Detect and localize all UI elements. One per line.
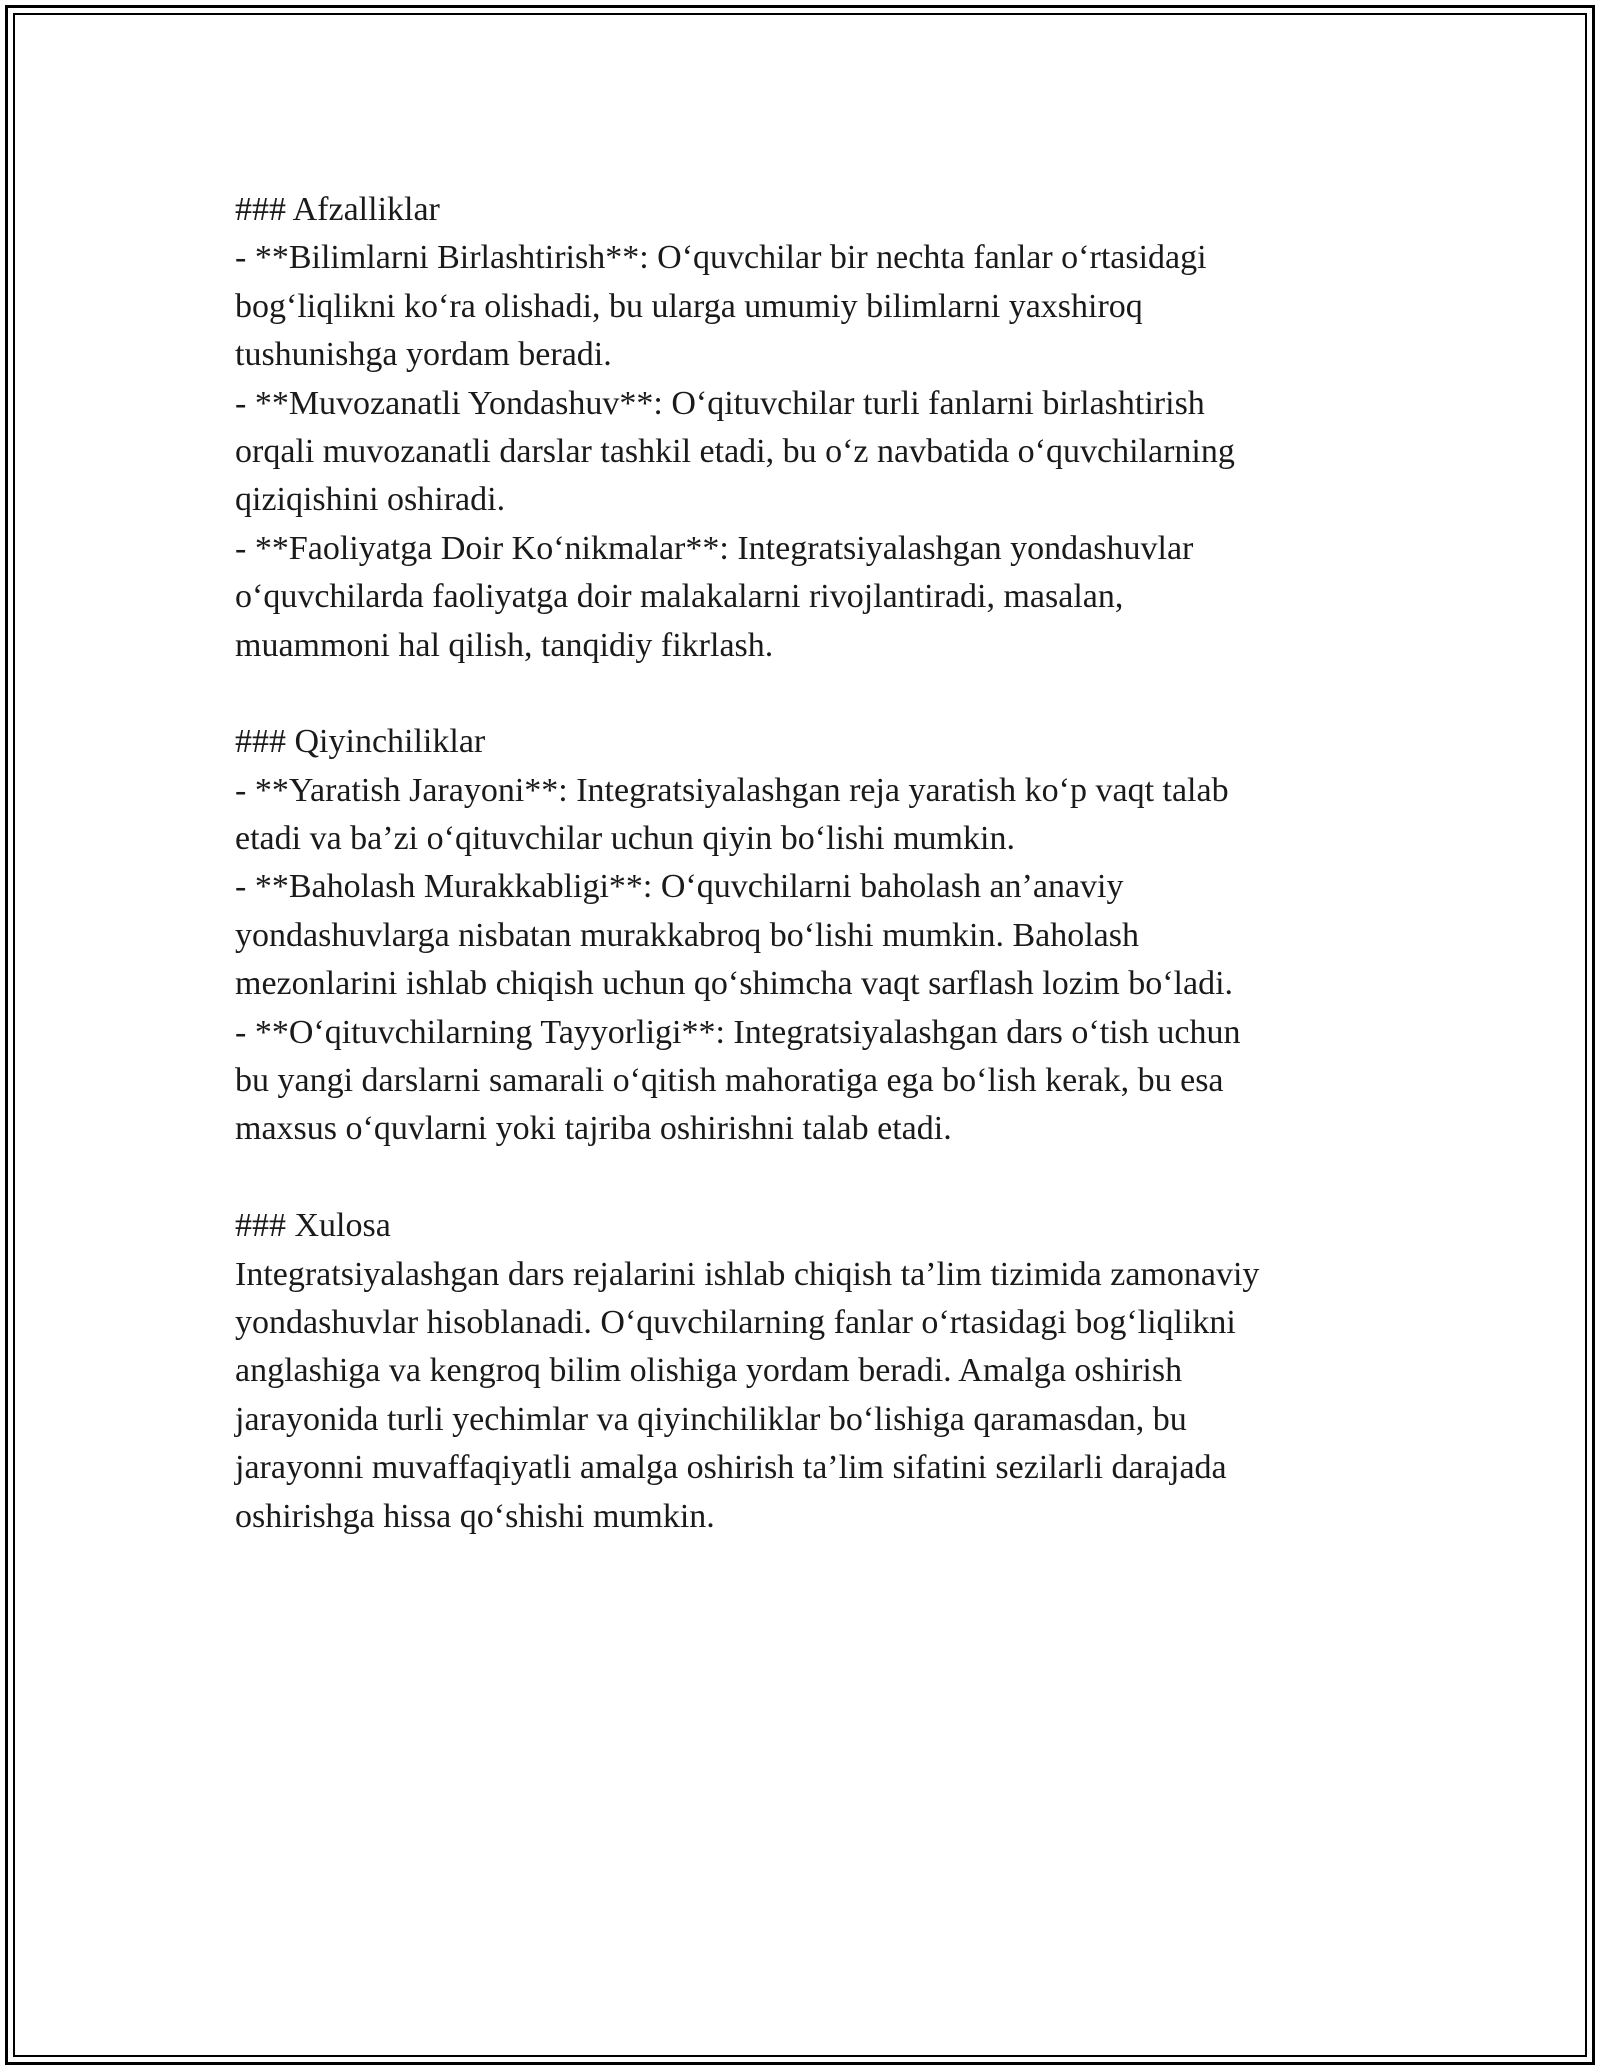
text-line: yondashuvlar hisoblanadi. O‘quvchilarning fanlar o‘rtasidagi bog‘liqlikni	[235, 1303, 1236, 1341]
text-line: bog‘liqlikni ko‘ra olishadi, bu ularga umumiy bilimlarni yaxshiroq	[235, 287, 1143, 325]
section-heading: ### Qiyinchiliklar	[235, 723, 486, 761]
text-line: - **Baholash Murakkabligi**: O‘quvchilarni baholash an’anaviy	[235, 868, 1124, 906]
text-line: orqali muvozanatli darslar tashkil etadi, bu o‘z navbatida o‘quvchilarning	[235, 432, 1235, 470]
text-line: - **Bilimlarni Birlashtirish**: O‘quvchilar bir nechta fanlar o‘rtasidagi	[235, 239, 1207, 277]
text-line: tushunishga yordam beradi.	[235, 336, 612, 374]
section-advantages	[235, 186, 1385, 670]
section-conclusion	[235, 1202, 1385, 1541]
text-line: - **Faoliyatga Doir Ko‘nikmalar**: Integratsiyalashgan yondashuvlar	[235, 529, 1194, 567]
section-spacer	[235, 670, 1385, 718]
text-line: o‘quvchilarda faoliyatga doir malakalarni rivojlantiradi, masalan,	[235, 578, 1124, 616]
text-line: - **O‘qituvchilarning Tayyorligi**: Integratsiyalashgan dars o‘tish uchun	[235, 1013, 1241, 1051]
text-line: jarayonni muvaffaqiyatli amalga oshirish ta’lim sifatini sezilarli darajada	[235, 1449, 1227, 1487]
section-challenges	[235, 718, 1385, 1154]
text-line: muammoni hal qilish, tanqidiy fikrlash.	[235, 626, 774, 664]
text-line: - **Muvozanatli Yondashuv**: O‘qituvchilar turli fanlarni birlashtirish	[235, 384, 1205, 422]
document-body	[235, 186, 1385, 1541]
text-line: jarayonida turli yechimlar va qiyinchiliklar bo‘lishiga qaramasdan, bu	[235, 1400, 1187, 1438]
section-spacer	[235, 1154, 1385, 1202]
text-line: mezonlarini ishlab chiqish uchun qo‘shimcha vaqt sarflash lozim bo‘ladi.	[235, 965, 1234, 1003]
section-heading: ### Xulosa	[235, 1207, 391, 1245]
section-heading: ### Afzalliklar	[235, 191, 440, 228]
text-line: etadi va ba’zi o‘qituvchilar uchun qiyin bo‘lishi mumkin.	[235, 820, 1015, 858]
text-line: maxsus o‘quvlarni yoki tajriba oshirishni talab etadi.	[235, 1110, 952, 1148]
text-line: - **Yaratish Jarayoni**: Integratsiyalashgan reja yaratish ko‘p vaqt talab	[235, 771, 1229, 809]
text-line: Integratsiyalashgan dars rejalarini ishlab chiqish ta’lim tizimida zamonaviy	[235, 1255, 1260, 1293]
text-line: yondashuvlarga nisbatan murakkabroq bo‘lishi mumkin. Baholash	[235, 916, 1140, 954]
text-line: bu yangi darslarni samarali o‘qitish mahoratiga ega bo‘lish kerak, bu esa	[235, 1062, 1224, 1100]
text-line: anglashiga va kengroq bilim olishiga yordam beradi. Amalga oshirish	[235, 1352, 1183, 1390]
text-line: qiziqishini oshiradi.	[235, 481, 506, 519]
text-line: oshirishga hissa qo‘shishi mumkin.	[235, 1497, 715, 1535]
